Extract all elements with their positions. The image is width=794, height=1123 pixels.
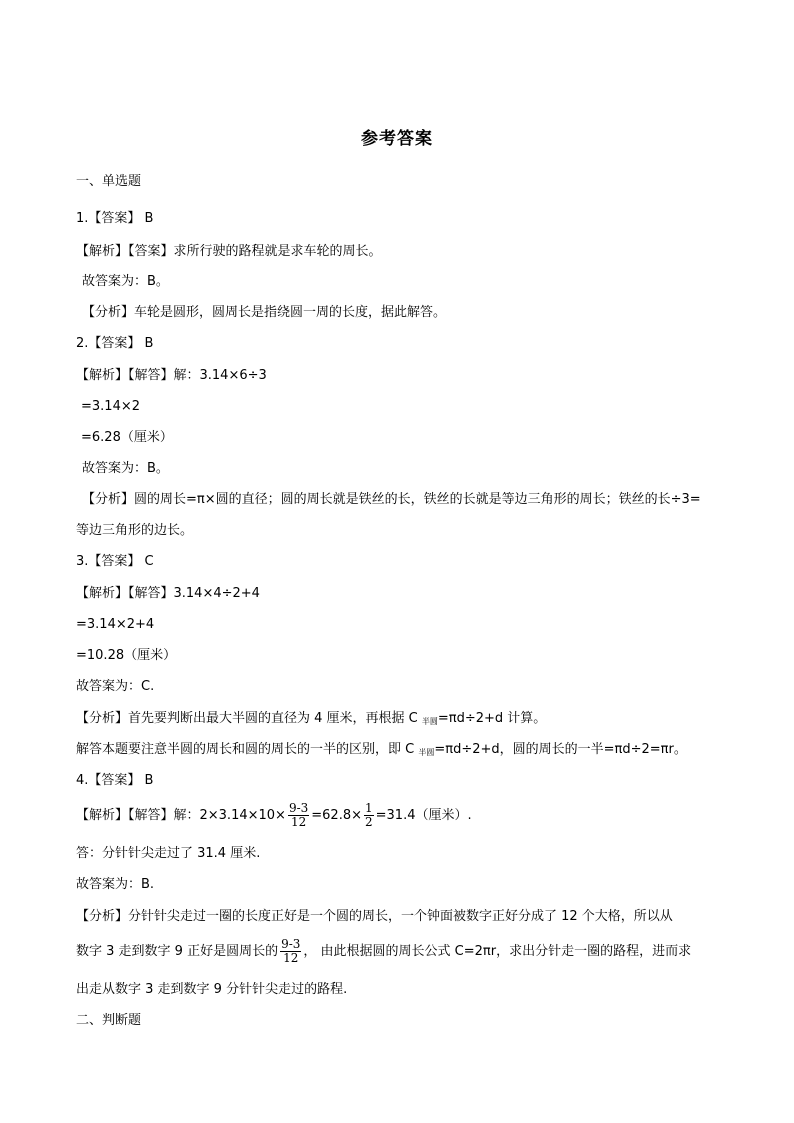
fraction-numerator: 1: [365, 801, 373, 815]
q4-fraction-nine-minus-three-over-twelve: [288, 802, 309, 829]
q3-analysis-1-formula: =πd÷2+d 计算。: [437, 711, 547, 726]
q3-result: 故答案为：C.: [76, 679, 155, 694]
q2-analysis-line-2: 等边三角形的边长。: [76, 523, 194, 538]
q3-analysis-1-text: 【分析】首先要判断出最大半圆的直径为 4 厘米，再根据 C: [76, 711, 422, 726]
fraction-denominator: 12: [290, 815, 307, 829]
q4-explanation-mid: =62.8×: [311, 808, 362, 823]
q1-explanation: 【解析】【答案】求所行驶的路程就是求车轮的周长。: [76, 244, 382, 259]
q2-result: 故答案为：B。: [82, 461, 169, 476]
q3-analysis-2-text: 解答本题要注意半圆的周长和圆的周长的一半的区别，即 C: [76, 742, 419, 757]
q4-explanation-text: 【解析】【解答】解：2×3.14×10×: [76, 808, 286, 823]
fraction-denominator: 2: [365, 815, 373, 829]
q1-result: 故答案为：B。: [82, 274, 169, 289]
q3-analysis-2-formula: =πd÷2+d，圆的周长的一半=πd÷2=πr。: [434, 742, 687, 757]
page-title: 参考答案: [361, 129, 433, 149]
q2-step-2: =6.28（厘米）: [81, 430, 173, 445]
q2-step-1: =3.14×2: [81, 399, 141, 414]
q2-answer: 2.【答案】 B: [76, 336, 154, 351]
q4-analysis-fraction: [280, 938, 301, 965]
q4-analysis-line-1: 【分析】分针针尖走过一圈的长度正好是一个圆的周长，一个钟面被数字正好分成了 12 个大格，所以从: [76, 909, 673, 924]
q4-explanation: [76, 801, 472, 831]
q3-step-1: =3.14×2+4: [76, 617, 155, 632]
q2-explanation: 【解析】【解答】解：3.14×6÷3: [76, 368, 267, 383]
section-heading-true-false: 二、判断题: [76, 1013, 142, 1028]
q1-analysis: 【分析】车轮是圆形，圆周长是指绕圆一周的长度，据此解答。: [82, 305, 447, 320]
q4-explanation-result: =31.4（厘米）.: [375, 808, 472, 823]
section-heading-single-choice: 一、单选题: [76, 174, 142, 189]
fraction-numerator: 9-3: [281, 937, 301, 951]
fraction-numerator: 9-3: [288, 801, 309, 815]
q4-fraction-one-half: [364, 802, 374, 829]
q3-answer: 3.【答案】 C: [76, 554, 154, 569]
q4-analysis-line-2: [76, 937, 691, 967]
q3-step-2: =10.28（厘米）: [76, 648, 177, 663]
q4-result: 故答案为：B.: [76, 877, 155, 892]
q3-analysis-line-1: [76, 710, 546, 731]
fraction-denominator: 12: [283, 951, 299, 965]
q4-analysis-line-3: 出走从数字 3 走到数字 9 分针针尖走过的路程.: [76, 982, 348, 997]
q4-analysis-2-formula: ， 由此根据圆的周长公式 C=2πr，求出分针走一圈的路程，进而求: [303, 944, 692, 959]
q3-explanation: 【解析】【解答】3.14×4÷2+4: [76, 586, 260, 601]
q3-analysis-2-subscript: 半圆: [418, 748, 435, 757]
q4-analysis-2-text: 数字 3 走到数字 9 正好是圆周长的: [76, 944, 279, 959]
q2-analysis-line-1: 【分析】圆的周长=π×圆的直径；圆的周长就是铁丝的长，铁丝的长就是等边三角形的周长；铁丝的长÷3=: [82, 492, 701, 507]
q4-reply: 答：分针针尖走过了 31.4 厘米.: [76, 846, 261, 861]
q1-answer: 1.【答案】 B: [76, 211, 154, 226]
q3-analysis-1-subscript: 半圆: [421, 717, 438, 726]
q3-analysis-line-2: [76, 741, 687, 762]
q4-answer: 4.【答案】 B: [76, 773, 154, 788]
